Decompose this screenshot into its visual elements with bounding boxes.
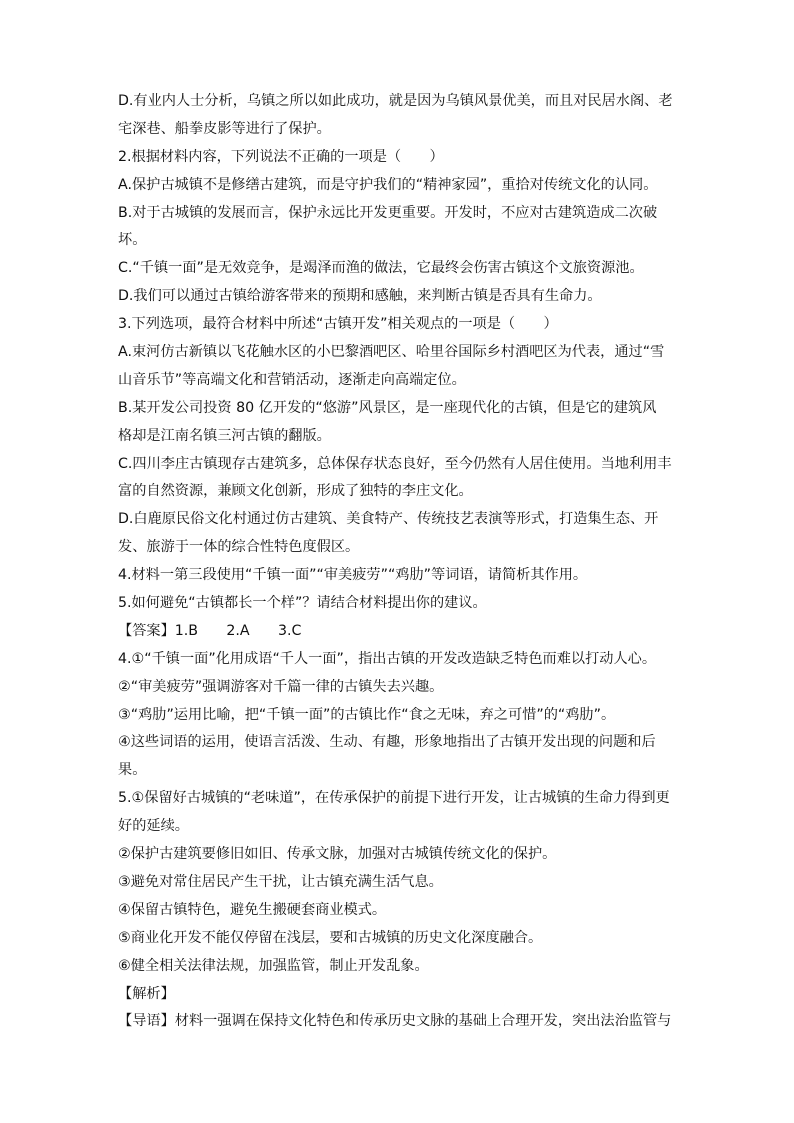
text-line: 富的自然资源，兼顾文化创新，形成了独特的李庄文化。	[118, 483, 473, 500]
option-c: C.“千镇一面”是无效竞争，是竭泽而渔的做法，它最终会伤害古镇这个文旅资源池。	[118, 260, 644, 277]
text-line: 格却是江南名镇三河古镇的翻版。	[118, 427, 331, 444]
answer-4-point: ②“审美疲劳”强调游客对千篇一律的古镇失去兴趣。	[118, 678, 444, 695]
option-b: B.对于古城镇的发展而言，保护永远比开发更重要。开发时，不应对古建筑造成二次破	[118, 204, 658, 221]
option-d: D.我们可以通过古镇给游客带来的预期和感触，来判断古镇是否具有生命力。	[118, 288, 602, 305]
option-a: A.束河仿古新镇以飞花触水区的小巴黎酒吧区、哈里谷国际乡村酒吧区为代表，通过“雪	[118, 344, 665, 361]
analysis-heading: 【解析】	[118, 985, 175, 1002]
question-3-stem: 3.下列选项，最符合材料中所述“古镇开发”相关观点的一项是（ ）	[118, 316, 558, 333]
text-line: 发、旅游于一体的综合性特色度假区。	[118, 539, 360, 556]
text-line: 好的延续。	[118, 818, 189, 835]
option-b: B.某开发公司投资 80 亿开发的“悠游”风景区，是一座现代化的古镇，但是它的建筑风	[118, 399, 657, 416]
question-4-stem: 4.材料一第三段使用“千镇一面”“审美疲劳”“鸡肋”等词语，请简析其作用。	[118, 567, 588, 584]
answer-5-point: ②保护古建筑要修旧如旧、传承文脉，加强对古城镇传统文化的保护。	[118, 846, 557, 863]
document-body	[118, 88, 678, 1036]
option-a: A.保护古城镇不是修缮古建筑，而是守护我们的“精神家园”，重拾对传统文化的认同。	[118, 176, 658, 193]
answer-heading: 【答案】1.B 2.A 3.C	[118, 622, 302, 639]
answer-4-point: ④这些词语的运用，使语言活泼、生动、有趣，形象地指出了古镇开发出现的问题和后	[118, 734, 656, 751]
option-d: D.白鹿原民俗文化村通过仿古建筑、美食特产、传统技艺表演等形式，打造集生态、开	[118, 511, 659, 528]
text-line: D.有业内人士分析，乌镇之所以如此成功，就是因为乌镇风景优美，而且对民居水阁、老	[118, 93, 673, 109]
answer-5-point: ③避免对常住居民产生干扰，让古镇充满生活气息。	[118, 873, 443, 890]
option-c: C.四川李庄古镇现存古建筑多，总体保存状态良好，至今仍然有人居住使用。当地利用丰	[118, 455, 672, 472]
question-2-stem: 2.根据材料内容，下列说法不正确的一项是（ ）	[118, 148, 444, 165]
text-line: 宅深巷、船拳皮影等进行了保护。	[118, 120, 331, 137]
question-5-stem: 5.如何避免“古镇都长一个样”？请结合材料提出你的建议。	[118, 595, 487, 612]
answer-4-point: 4.①“千镇一面”化用成语“千人一面”，指出古镇的开发改造缺乏特色而难以打动人心。	[118, 650, 657, 667]
answer-5-point: ⑥健全相关法律法规，加强监管，制止开发乱象。	[118, 957, 429, 974]
analysis-intro: 【导语】材料一强调在保持文化特色和传承历史文脉的基础上合理开发，突出法治监管与	[118, 1013, 672, 1030]
answer-5-point: ⑤商业化开发不能仅停留在浅层，要和古城镇的历史文化深度融合。	[118, 929, 543, 946]
text-line: 山音乐节”等高端文化和营销活动，逐渐走向高端定位。	[118, 371, 466, 388]
answer-5-point: ④保留古镇特色，避免生搬硬套商业模式。	[118, 901, 387, 918]
text-line: 果。	[118, 762, 147, 779]
text-line: 坏。	[118, 232, 147, 249]
answer-5-point: 5.①保留好古城镇的“老味道”，在传承保护的前提下进行开发，让古城镇的生命力得到更	[118, 790, 670, 807]
answer-4-point: ③“鸡肋”运用比喻，把“千镇一面”的古镇比作“食之无味，弃之可惜”的“鸡肋”。	[118, 706, 616, 723]
